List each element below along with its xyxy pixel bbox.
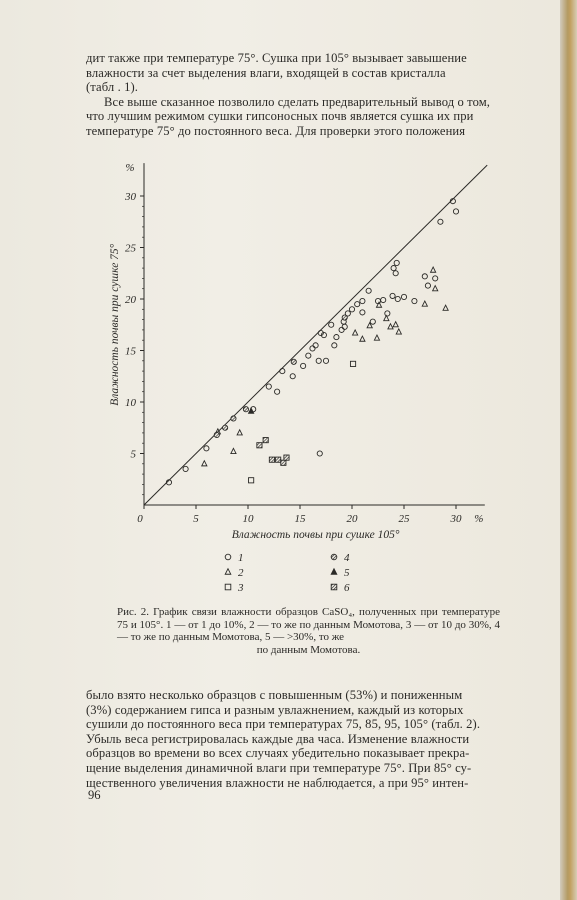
data-point-series-1 bbox=[290, 374, 295, 379]
data-point-series-4 bbox=[291, 359, 296, 364]
legend-label-4: 4 bbox=[344, 552, 350, 564]
data-point-series-1 bbox=[366, 288, 371, 293]
data-point-series-1 bbox=[355, 302, 360, 307]
data-point-series-2 bbox=[353, 330, 358, 335]
data-point-series-1 bbox=[313, 343, 318, 348]
data-point-series-1 bbox=[266, 384, 271, 389]
data-point-series-1 bbox=[316, 358, 321, 363]
data-point-series-5 bbox=[249, 408, 254, 413]
legend-label-2: 2 bbox=[238, 567, 244, 579]
data-point-series-4 bbox=[214, 432, 219, 437]
x-tick-label: 10 bbox=[242, 513, 254, 525]
y-tick-label: 5 bbox=[130, 448, 136, 461]
data-point-series-1 bbox=[323, 358, 328, 363]
text-line: (3%) содержанием гипса и разным увлажнением, каждый из которых bbox=[86, 702, 464, 717]
text-line: образцов во времени во всех случаях убедительно показывает прекра- bbox=[86, 746, 470, 761]
data-point-series-6 bbox=[263, 438, 268, 443]
data-point-series-4 bbox=[342, 315, 347, 320]
page-number: 96 bbox=[88, 788, 101, 802]
x-tick-label: 15 bbox=[294, 513, 306, 525]
caption-last-line: по данным Момотова. bbox=[256, 643, 361, 656]
data-point-series-1 bbox=[422, 274, 427, 279]
x-tick-label: 25 bbox=[398, 513, 410, 525]
legend-marker-4 bbox=[331, 554, 337, 560]
text-line: Убыль веса регистрировалась каждые два часа. Изменение влажности bbox=[86, 731, 470, 746]
data-point-series-4 bbox=[231, 416, 236, 421]
x-tick-label: 20 bbox=[346, 513, 358, 525]
data-point-series-2 bbox=[433, 286, 438, 291]
figure-caption bbox=[117, 606, 500, 656]
data-point-series-2 bbox=[202, 461, 207, 466]
data-point-series-6 bbox=[269, 457, 274, 462]
data-point-series-2 bbox=[374, 335, 379, 340]
data-point-series-1 bbox=[310, 346, 315, 351]
page-edge bbox=[560, 0, 577, 900]
data-point-series-1 bbox=[394, 260, 399, 265]
text-line: сушили до постоянного веса при температурах 75, 85, 95, 105° (табл. 2). bbox=[86, 717, 481, 732]
data-point-series-1 bbox=[204, 446, 209, 451]
data-point-series-1 bbox=[438, 219, 443, 224]
data-point-series-1 bbox=[360, 310, 365, 315]
data-point-series-3 bbox=[249, 478, 254, 483]
data-point-series-1 bbox=[412, 298, 417, 303]
legend-marker-2 bbox=[225, 569, 231, 575]
y-unit-label: % bbox=[125, 162, 135, 175]
x-axis-title: Влажность почвы при сушке 105° bbox=[231, 529, 400, 541]
data-point-series-1 bbox=[332, 343, 337, 348]
x-tick-label: 0 bbox=[137, 513, 143, 525]
y-tick-label: 20 bbox=[125, 294, 136, 306]
data-point-series-1 bbox=[275, 389, 280, 394]
data-point-series-1 bbox=[370, 319, 375, 324]
text-line: что лучшим режимом сушки гипсоносных почв является сушка их при bbox=[86, 109, 474, 124]
scatter-figure bbox=[100, 160, 500, 600]
data-point-series-1 bbox=[385, 311, 390, 316]
data-point-series-1 bbox=[342, 324, 347, 329]
legend-marker-5 bbox=[331, 569, 337, 575]
data-point-series-2 bbox=[431, 267, 436, 272]
data-point-series-1 bbox=[401, 294, 406, 299]
text-line: было взято несколько образцов с повышенным (53%) и пониженным bbox=[86, 688, 463, 702]
legend-label-6: 6 bbox=[344, 582, 350, 594]
data-point-series-6 bbox=[281, 460, 286, 465]
data-point-series-2 bbox=[231, 448, 236, 453]
data-point-series-1 bbox=[433, 276, 438, 281]
data-point-series-1 bbox=[360, 298, 365, 303]
data-point-series-1 bbox=[349, 307, 354, 312]
legend-label-1: 1 bbox=[238, 552, 244, 564]
data-point-series-1 bbox=[395, 296, 400, 301]
legend-marker-1 bbox=[225, 554, 231, 560]
legend-marker-3 bbox=[225, 584, 231, 590]
data-point-series-1 bbox=[391, 266, 396, 271]
legend-label-5: 5 bbox=[344, 567, 350, 579]
data-point-series-1 bbox=[453, 209, 458, 214]
data-point-series-1 bbox=[393, 271, 398, 276]
data-point-series-6 bbox=[276, 457, 281, 462]
legend-marker-6 bbox=[331, 584, 337, 590]
text-line: влажности за счет выделения влаги, входящей в состав кристалла bbox=[86, 65, 446, 80]
data-point-series-2 bbox=[422, 301, 427, 306]
data-point-series-2 bbox=[376, 302, 381, 307]
data-point-series-1 bbox=[329, 322, 334, 327]
data-point-series-1 bbox=[334, 335, 339, 340]
y-axis-title: Влажность почвы при сушке 75° bbox=[109, 243, 121, 406]
x-tick-label: 30 bbox=[450, 513, 462, 525]
y-tick-label: 15 bbox=[125, 345, 136, 358]
data-point-series-4 bbox=[223, 425, 228, 430]
text-line: дит также при температуре 75°. Сушка при 105° вызывает завышение bbox=[86, 51, 467, 65]
y-tick-label: 25 bbox=[125, 242, 136, 255]
data-point-series-6 bbox=[257, 443, 262, 448]
data-point-series-1 bbox=[425, 283, 430, 288]
y-tick-label: 10 bbox=[125, 397, 136, 409]
data-point-series-2 bbox=[443, 305, 448, 310]
data-point-series-1 bbox=[301, 363, 306, 368]
text-line: щение выделения динамичной влаги при температуре 75°. При 85° су- bbox=[86, 760, 472, 775]
text-line: щественного увеличения влажности не наблюдается, а при 95° интен- bbox=[86, 775, 469, 790]
data-point-series-2 bbox=[396, 329, 401, 334]
data-point-series-3 bbox=[350, 361, 355, 366]
data-point-series-1 bbox=[280, 369, 285, 374]
text-line: температуре 75° до постоянного веса. Для проверки этого положения bbox=[86, 123, 466, 138]
data-point-series-1 bbox=[317, 451, 322, 456]
x-tick-label: 5 bbox=[193, 513, 199, 525]
text-line: Все выше сказанное позволило сделать предварительный вывод о том, bbox=[104, 94, 491, 109]
data-point-series-2 bbox=[388, 324, 393, 329]
data-point-series-2 bbox=[237, 430, 242, 435]
caption-text: Рис. 2. График связи влажности образцов CaSO₄, полученных при температуре 75 и 105°. 1 — от 1 до 10%, 2 — то же по данным Момотова, 3 — от 10 до 30%, 4 — то же по данным Момотова, 5 — >30%, то же bbox=[117, 606, 500, 643]
x-unit-label: % bbox=[474, 513, 484, 525]
bottom-paragraph bbox=[86, 688, 528, 790]
data-point-series-2 bbox=[393, 322, 398, 327]
data-point-series-1 bbox=[306, 353, 311, 358]
data-point-series-1 bbox=[339, 327, 344, 332]
y-tick-label: 30 bbox=[125, 191, 136, 203]
data-point-series-6 bbox=[284, 455, 289, 460]
equality-line bbox=[144, 165, 487, 505]
top-paragraph bbox=[86, 51, 528, 139]
legend-label-3: 3 bbox=[238, 582, 244, 594]
data-point-series-1 bbox=[390, 293, 395, 298]
data-point-series-4 bbox=[243, 407, 248, 412]
data-point-series-1 bbox=[183, 466, 188, 471]
data-point-series-1 bbox=[381, 297, 386, 302]
text-line: (табл . 1). bbox=[86, 80, 139, 95]
data-point-series-2 bbox=[360, 336, 365, 341]
